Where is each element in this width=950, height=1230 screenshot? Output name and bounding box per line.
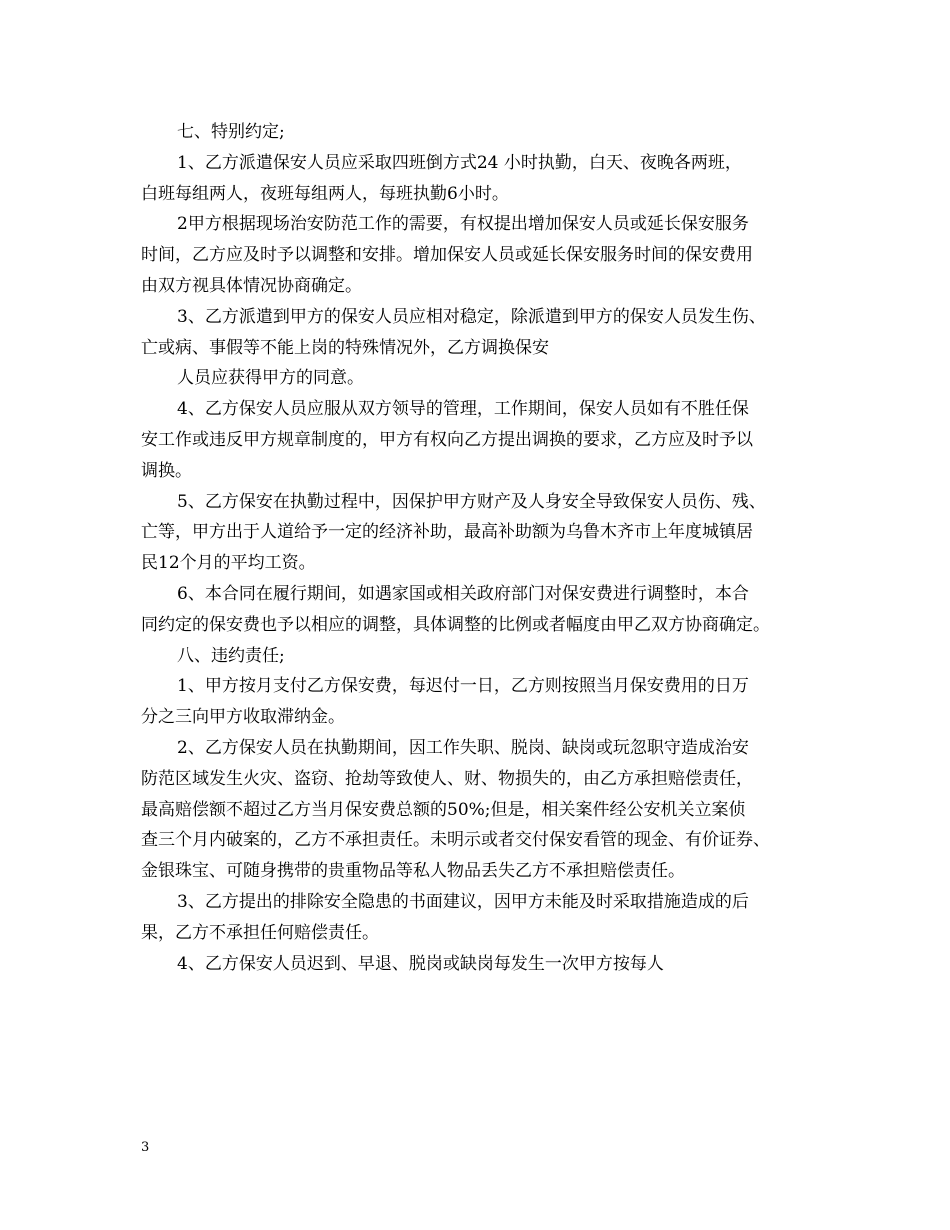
text-line: 6、本合同在履行期间，如遇家国或相关政府部门对保安费进行调整时，本合 — [177, 583, 749, 604]
text-line: 同约定的保安费也予以相应的调整，具体调整的比例或者幅度由甲乙双方协商确定。 — [141, 614, 770, 635]
document-body — [141, 117, 821, 979]
text-line: 1、甲方按月支付乙方保安费，每迟付一日，乙方则按照当月保安费用的日万 — [177, 676, 749, 697]
text-line: 亡等，甲方出于人道给予一定的经济补助，最高补助额为乌鲁木齐市上年度城镇居 — [141, 522, 753, 543]
text-line: 1、乙方派遣保安人员应采取四班倒方式24 小时执勤，白天、夜晚各两班， — [177, 152, 742, 173]
text-line: 人员应获得甲方的同意。 — [177, 368, 364, 389]
text-line: 由双方视具体情况协商确定。 — [141, 275, 362, 296]
text-line: 调换。 — [141, 460, 192, 481]
text-line: 分之三向甲方收取滞纳金。 — [141, 707, 345, 728]
text-line: 果，乙方不承担任何赔偿责任。 — [141, 922, 379, 943]
text-line: 4、乙方保安人员迟到、早退、脱岗或缺岗每发生一次甲方按每人 — [177, 953, 664, 974]
text-line: 查三个月内破案的，乙方不承担责任。未明示或者交付保安看管的现金、有价证券、 — [141, 830, 770, 851]
text-line: 白班每组两人，夜班每组两人，每班执勤6小时。 — [141, 183, 509, 204]
text-line: 时间，乙方应及时予以调整和安排。增加保安人员或延长保安服务时间的保安费用 — [141, 245, 753, 266]
text-line: 2、乙方保安人员在执勤期间，因工作失职、脱岗、缺岗或玩忽职守造成治安 — [177, 737, 749, 758]
text-line: 七、特别约定; — [177, 122, 285, 142]
text-line: 八、违约责任; — [177, 645, 285, 666]
text-line: 5、乙方保安在执勤过程中，因保护甲方财产及人身安全导致保安人员伤、残、 — [177, 491, 766, 512]
text-line: 民12个月的平均工资。 — [141, 553, 316, 574]
text-line: 最高赔偿额不超过乙方当月保安费总额的50%;但是，相关案件经公安机关立案侦 — [141, 799, 746, 820]
text-line: 防范区域发生火灾、盗窃、抢劫等致使人、财、物损失的，由乙方承担赔偿责任， — [141, 768, 753, 789]
text-line: 金银珠宝、可随身携带的贵重物品等私人物品丢失乙方不承担赔偿责任。 — [141, 861, 685, 882]
text-line: 3、乙方提出的排除安全隐患的书面建议，因甲方未能及时采取措施造成的后 — [177, 891, 749, 912]
text-line: 3、乙方派遣到甲方的保安人员应相对稳定，除派遣到甲方的保安人员发生伤、 — [177, 306, 766, 327]
text-line: 2甲方根据现场治安防范工作的需要，有权提出增加保安人员或延长保安服务 — [177, 214, 749, 235]
text-line: 安工作或违反甲方规章制度的，甲方有权向乙方提出调换的要求，乙方应及时予以 — [141, 429, 753, 450]
text-line: 4、乙方保安人员应服从双方领导的管理，工作期间，保安人员如有不胜任保 — [177, 399, 749, 420]
page-number: 3 — [141, 1140, 150, 1155]
text-line: 亡或病、事假等不能上岗的特殊情况外，乙方调换保安 — [141, 337, 549, 358]
